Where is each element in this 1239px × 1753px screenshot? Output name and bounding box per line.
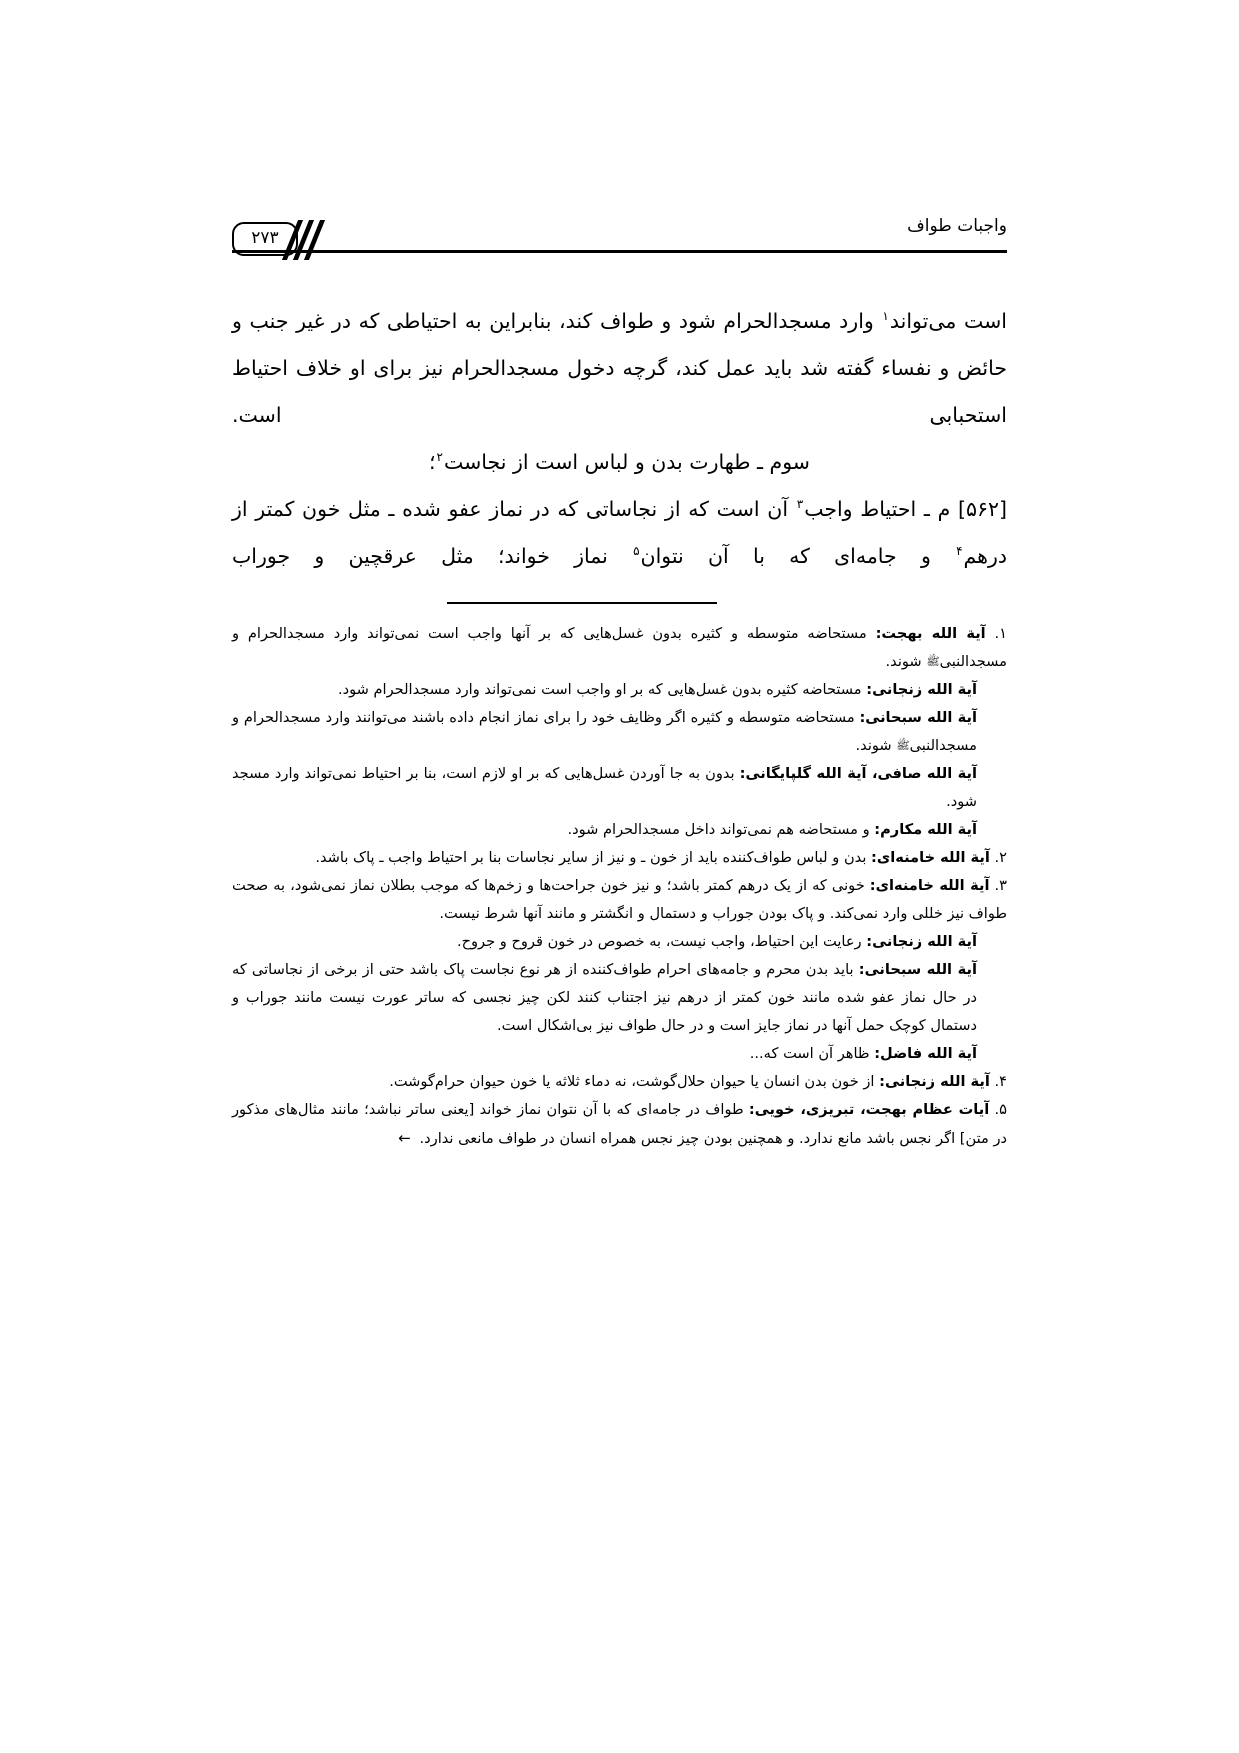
- footnote-text-tail: شوند.: [885, 653, 927, 671]
- body-text-run: ؛: [428, 450, 436, 474]
- footnote-text-tail: شوند.: [855, 737, 897, 755]
- footnote-ref-2[interactable]: ۲: [436, 450, 443, 465]
- footnote-ref-1[interactable]: ۱: [882, 309, 889, 324]
- footnote-number: ۲.: [994, 849, 1007, 867]
- page-content: [232, 214, 1007, 1153]
- footnote-authority: آیة الله مکارم:: [874, 821, 977, 839]
- footnote-text: ظاهر آن است که...: [749, 1045, 875, 1063]
- footnote-number: ۳.: [994, 877, 1008, 895]
- paragraph-continuation: [232, 298, 1007, 439]
- footnote-1-entry-sobhani: [232, 704, 1007, 760]
- page-number: ۲۷۳: [251, 227, 279, 248]
- continuation-arrow-icon: ←: [398, 1129, 411, 1148]
- footnote-3-entry-sobhani: [232, 956, 1007, 1040]
- footnote-text: باید بدن محرم و جامه‌های احرام طواف‌کننده از هر نوع نجاست پاک باشد حتی از برخی از نجاساتی که در حال نماز عفو شده مانند خون کمتر از درهم نیز اجتناب کنند لکن چیز نجسی که ساتر عورت نیست مانند جوراب و دستمال کوچک حمل آنها در نماز جایز است و در حال طواف نیز بی‌اشکال است.: [232, 961, 977, 1035]
- footnote-1-entry-zanjani: [232, 676, 1007, 704]
- ruling-number: [۵۶۲] م ـ احتیاط واجب: [804, 497, 1007, 521]
- footnote-1-entry-makarem: [232, 816, 1007, 844]
- footnote-4: [232, 1068, 1007, 1096]
- footnote-1-entry-safi-golpayegani: [232, 760, 1007, 816]
- footnote-authority: آیة الله سبحانی:: [858, 961, 978, 979]
- footnote-1: [232, 620, 1007, 676]
- salutation-icon: ﷺ: [926, 655, 940, 669]
- footnote-text: طواف در جامه‌ای که با آن نتوان نماز خواند [یعنی ساتر نباشد؛ مانند مثال‌های مذکور در متن] اگر نجس باشد مانع ندارد. و همچنین بودن چیز نجس همراه انسان در طواف مانعی ندارد.: [232, 1101, 1007, 1148]
- paragraph-third-condition: [232, 439, 1007, 486]
- footnote-ref-5[interactable]: ۵: [633, 544, 640, 559]
- footnote-separator: [447, 602, 717, 604]
- footnote-3: [232, 872, 1007, 928]
- footnote-text: مستحاضه متوسطه و کثیره بدون غسل‌هایی که بر آنها واجب است نمی‌تواند وارد مسجدالحرام و مسجدالنبی: [232, 625, 1007, 671]
- decorative-slashes-icon: [288, 220, 328, 260]
- footnote-text: و مستحاضه هم نمی‌تواند داخل مسجدالحرام شود.: [567, 821, 875, 839]
- footnote-2: [232, 844, 1007, 872]
- footnote-text: بدن و لباس طواف‌کننده باید از خون ـ و نیز از سایر نجاسات بنا بر احتیاط واجب ـ پاک باشد.: [315, 849, 872, 867]
- footnote-ref-4[interactable]: ۴: [956, 544, 963, 559]
- header-chapter-title: واجبات طواف: [907, 216, 1007, 236]
- footnote-text: بدون به جا آوردن غسل‌هایی که بر او لازم است، بنا بر احتیاط نمی‌تواند وارد مسجد شود.: [232, 765, 977, 811]
- body-text-run: آن است که از نجاساتی که در نماز عفو شده ـ مثل خون کمتر از درهم: [232, 497, 1007, 568]
- footnote-text: مستحاضه کثیره بدون غسل‌هایی که بر او واجب است نمی‌تواند وارد مسجدالحرام شود.: [337, 681, 867, 699]
- footnote-authority: آیة الله سبحانی:: [859, 709, 977, 727]
- footnote-authority: آیة الله صافی، آیة الله گلپایگانی:: [739, 765, 977, 783]
- footnote-3-entry-fazel: [232, 1040, 1007, 1068]
- footnote-number: ۱.: [994, 625, 1008, 643]
- body-text-run: وارد مسجدالحرام شود و طواف کند، بنابراین به احتیاطی که در غیر جنب و حائض و نفساء گفته شد باید عمل کند، گرچه دخول مسجدالحرام نیز برای او خلاف احتیاط استحبابی است.: [232, 309, 1007, 427]
- body-text-run: سوم ـ طهارت بدن و لباس است از نجاست: [443, 450, 810, 474]
- footnote-3-entry-zanjani: [232, 928, 1007, 956]
- header-rule: [232, 250, 1007, 253]
- footnotes-section: [232, 620, 1007, 1153]
- footnote-number: ۵.: [994, 1101, 1007, 1119]
- paragraph-ruling-562: [232, 486, 1007, 580]
- footnote-text: از خون بدن انسان یا حیوان حلال‌گوشت، نه دماء ثلاثه یا خون حیوان حرام‌گوشت.: [389, 1073, 880, 1091]
- running-header: [232, 214, 1007, 260]
- footnote-5: [232, 1096, 1007, 1153]
- footnote-authority: آیة الله زنجانی:: [866, 681, 977, 699]
- footnote-ref-3[interactable]: ۳: [796, 497, 804, 512]
- body-text-run: و جامه‌ای که با آن نتوان: [640, 544, 956, 568]
- footnote-authority: آیة الله بهجت:: [875, 625, 986, 643]
- footnote-text: مستحاضه متوسطه و کثیره اگر وظایف خود را برای نماز انجام داده باشند می‌توانند وارد مسجدالحرام و مسجدالنبی: [232, 709, 977, 755]
- footnote-authority: آیة الله خامنه‌ای:: [869, 877, 990, 895]
- salutation-icon: ﷺ: [896, 739, 910, 753]
- footnote-text: رعایت این احتیاط، واجب نیست، به خصوص در خون قروح و جروح.: [456, 933, 867, 951]
- footnote-text: خونی که از یک درهم کمتر باشد؛ و نیز خون جراحت‌ها و زخم‌ها که موجب بطلان نماز نمی‌شود، به صحت طواف نیز خللی وارد نمی‌کند. و پاک بودن جوراب و دستمال و انگشتر و مانند آنها شرط نیست.: [232, 877, 1007, 923]
- body-text-run: نماز خواند؛ مثل عرقچین و جوراب: [232, 544, 633, 568]
- footnote-authority: آیة الله فاضل:: [874, 1045, 977, 1063]
- footnote-authority: آیة الله خامنه‌ای:: [871, 849, 990, 867]
- footnote-number: ۴.: [994, 1073, 1007, 1091]
- footnote-authority: آیات عظام بهجت، تبریزی، خویی:: [748, 1101, 990, 1119]
- footnote-authority: آیة الله زنجانی:: [866, 933, 977, 951]
- footnote-authority: آیة الله زنجانی:: [879, 1073, 990, 1091]
- body-text: [232, 298, 1007, 580]
- body-text-run: است می‌تواند: [889, 309, 1007, 333]
